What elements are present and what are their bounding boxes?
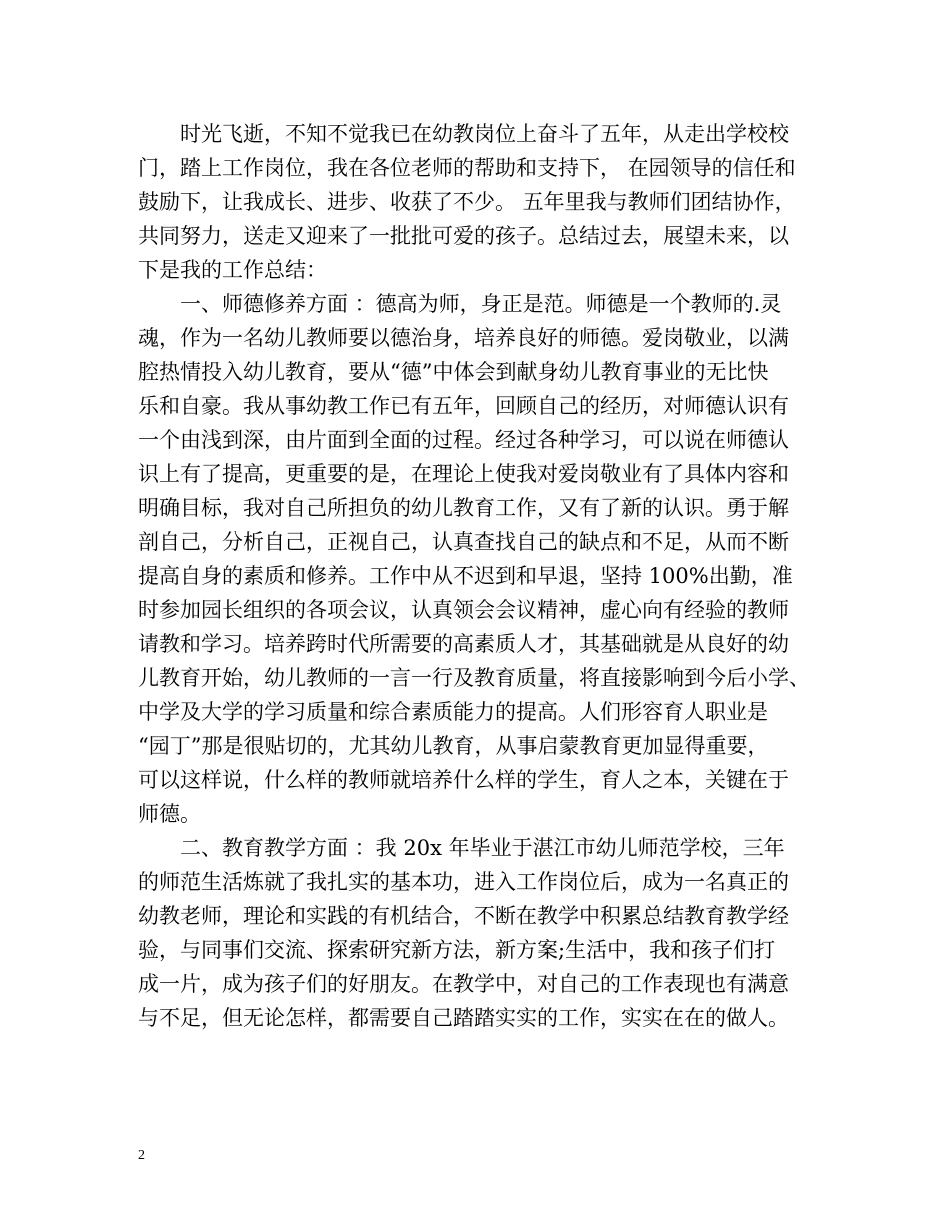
paragraph-2-line-13: 中学及大学的学习质量和综合素质能力的提高。人们形容育人职业是: [138, 700, 768, 724]
paragraph-3-line-2: 的师范生活炼就了我扎实的基本功，进入工作岗位后，成为一名真正的: [138, 870, 789, 894]
paragraph-1-line-2: 门，踏上工作岗位，我在各位老师的帮助和支持下， 在园领导的信任和: [138, 156, 796, 180]
paragraph-2-line-4: 乐和自豪。我从事幼教工作已有五年，回顾自己的经历，对师德认识有: [138, 394, 789, 418]
paragraph-2-line-7: 明确目标，我对自己所担负的幼儿教育工作，又有了新的认识。勇于解: [138, 496, 789, 520]
paragraph-3-line-3: 幼教老师，理论和实践的有机结合，不断在教学中积累总结教育教学经: [138, 904, 789, 928]
paragraph-2-line-1: 一、师德修养方面 ：德高为师，身正是范。师德是一个教师的.灵: [180, 292, 782, 316]
paragraph-1-line-5: 下是我的工作总结：: [138, 258, 327, 282]
paragraph-2-line-3: 腔热情投入幼儿教育，要从“德”中体会到献身幼儿教育事业的无比快: [138, 360, 769, 384]
paragraph-2-line-15: 可以这样说，什么样的教师就培养什么样的学生，育人之本，关键在于: [138, 768, 789, 792]
paragraph-2-line-12: 儿教育开始，幼儿教师的一言一行及教育质量，将直接影响到今后小学、: [138, 666, 810, 690]
paragraph-1-line-1: 时光飞逝，不知不觉我已在幼教岗位上奋斗了五年，从走出学校校: [180, 122, 789, 146]
paragraph-3-line-5: 成一片，成为孩子们的好朋友。在教学中，对自己的工作表现也有满意: [138, 972, 789, 996]
paragraph-2-line-11: 请教和学习。培养跨时代所需要的高素质人才，其基础就是从良好的幼: [138, 632, 789, 656]
paragraph-1-line-3: 鼓励下，让我成长、进步、收获了不少。 五年里我与教师们团结协作，: [138, 190, 796, 214]
paragraph-3-line-1: 二、教育教学方面 ：我 20x 年毕业于湛江市幼儿师范学校，三年: [180, 836, 785, 860]
paragraph-2-line-16: 师德。: [138, 802, 201, 826]
paragraph-2-line-14: “园丁”那是很贴切的，尤其幼儿教育，从事启蒙教育更加显得重要，: [138, 734, 769, 758]
paragraph-3-line-4: 验，与同事们交流、探索研究新方法，新方案;生活中，我和孩子们打: [138, 938, 776, 962]
paragraph-2-line-10: 时参加园长组织的各项会议，认真领会会议精神，虚心向有经验的教师: [138, 598, 789, 622]
paragraph-2-line-5: 一个由浅到深，由片面到全面的过程。经过各种学习，可以说在师德认: [138, 428, 789, 452]
paragraph-3-line-6: 与不足，但无论怎样，都需要自己踏踏实实的工作，实实在在的做人。: [138, 1006, 789, 1030]
paragraph-1-line-4: 共同努力，送走又迎来了一批批可爱的孩子。总结过去，展望未来，以: [138, 224, 789, 248]
paragraph-2-line-8: 剖自己，分析自己，正视自己，认真查找自己的缺点和不足，从而不断: [138, 530, 789, 554]
paragraph-2-line-9: 提高自身的素质和修养。工作中从不迟到和早退，坚持 100%出勤，准: [138, 564, 793, 588]
paragraph-2-line-2: 魂，作为一名幼儿教师要以德治身，培养良好的师德。爱岗敬业，以满: [138, 326, 789, 350]
page-number: 2: [138, 1148, 145, 1163]
paragraph-2-line-6: 识上有了提高，更重要的是，在理论上使我对爱岗敬业有了具体内容和: [138, 462, 789, 486]
